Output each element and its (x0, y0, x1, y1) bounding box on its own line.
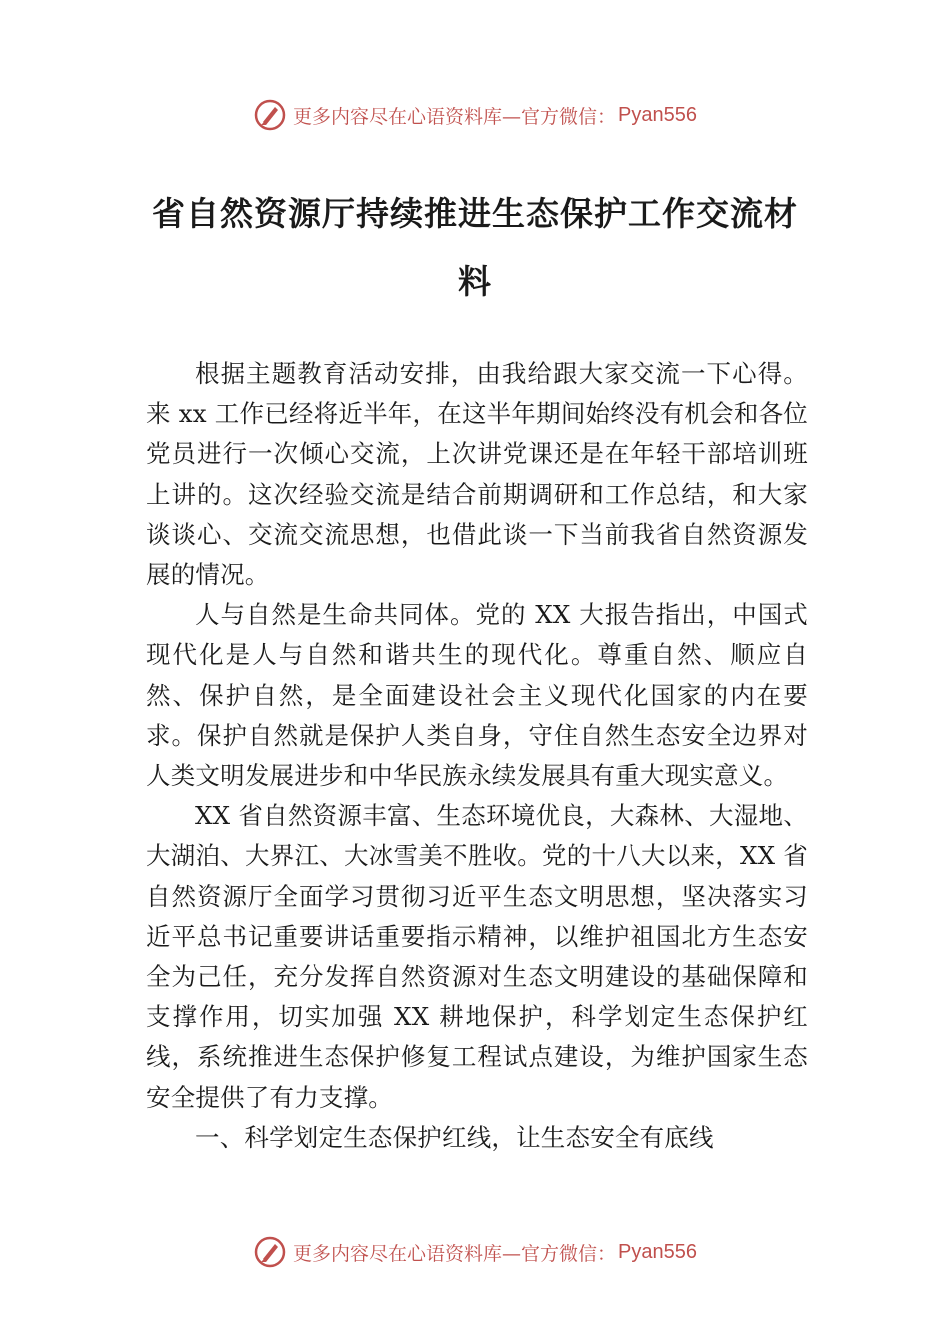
document-body (146, 354, 808, 1158)
section-heading: 一、科学划定生态保护红线，让生态安全有底线 (195, 1122, 714, 1152)
watermark-handle: Pyan556 (618, 103, 697, 126)
paragraph: XX 省自然资源丰富、生态环境优良，大森林、大湿地、大湖泊、大界江、大冰雪美不胜收。党的十八大以来，XX 省自然资源厅全面学习贯彻习近平生态文明思想，坚决落实习近平总书记重要讲话重要指示精神，以维护祖国北方生态安全为己任，充分发挥自然资源对生态文明建设的基础保障和支撑作用，切实加强 XX 耕地保护，科学划定生态保护红线，系统推进生态保护修复工程试点建设，为维护国家生态安全提供了有力支撑。 (146, 801, 808, 1112)
document-title: 省自然资源厅持续推进生态保护工作交流材料 (152, 194, 798, 301)
paragraph: 根据主题教育活动安排，由我给跟大家交流一下心得。来 xx 工作已经将近半年，在这半年期间始终没有机会和各位党员进行一次倾心交流，上次讲党课还是在年轻干部培训班上讲的。这次经验交流是结合前期调研和工作总结，和大家谈谈心、交流交流思想，也借此谈一下当前我省自然资源发展的情况。 (146, 359, 808, 590)
watermark-header (0, 95, 950, 135)
pen-seal-icon (253, 98, 287, 132)
watermark-text: 更多内容尽在心语资料库—官方微信： (293, 105, 617, 128)
watermark-footer (0, 1232, 950, 1272)
paragraph: 人与自然是生命共同体。党的 XX 大报告指出，中国式现代化是人与自然和谐共生的现代化。尊重自然、顺应自然、保护自然，是全面建设社会主义现代化国家的内在要求。保护自然就是保护人类自身，守住自然生态安全边界对人类文明发展进步和中华民族永续发展具有重大现实意义。 (146, 600, 808, 791)
watermark-handle: Pyan556 (618, 1240, 697, 1263)
watermark-text: 更多内容尽在心语资料库—官方微信： (293, 1242, 617, 1265)
pen-seal-icon (253, 1235, 287, 1269)
